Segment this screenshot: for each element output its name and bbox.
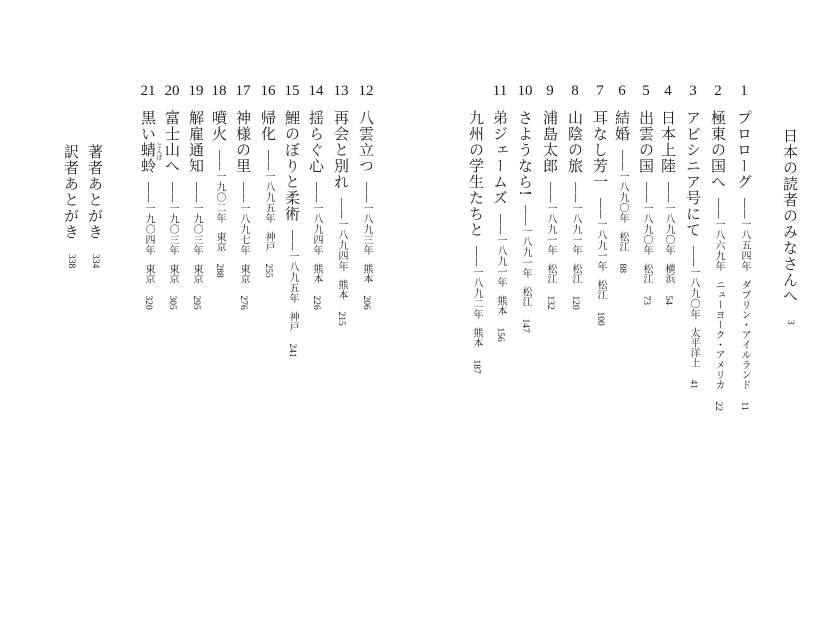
chapter-6-title: 結婚	[613, 110, 631, 142]
dash: ――	[713, 198, 724, 219]
chapter-12-title: 九州の学生たちと	[467, 110, 485, 238]
chapter-12-number: 12	[358, 83, 374, 99]
chapter-8-title: 山陰の旅	[566, 110, 584, 174]
chapter-9-number: 9	[546, 83, 554, 99]
chapter-17-place: 東京	[238, 263, 249, 284]
chapter-7-page: 100	[595, 311, 605, 326]
chapter-7-title: 耳なし芳一	[591, 110, 609, 190]
chapter-20-entry	[162, 110, 183, 310]
chapter-9-page: 132	[545, 295, 555, 310]
chapter-15-year: 一八九五年	[287, 251, 298, 304]
chapter-12-entry	[356, 110, 377, 310]
chapter-5-year: 一八九〇年	[641, 203, 652, 256]
chapter-9-year: 一八九一年	[545, 203, 556, 256]
chapter-10-number: 10	[517, 83, 533, 99]
chapter-1-year: 一八五四年	[739, 219, 750, 272]
chapter-4-title: 日本上陸	[659, 110, 677, 174]
dash: ――	[143, 182, 154, 203]
chapter-18-number: 18	[211, 83, 227, 99]
dash: ――	[570, 182, 581, 203]
chapter-21-year: 一九〇四年	[143, 203, 154, 256]
header-page: 3	[785, 320, 795, 325]
chapter-20-place: 東京	[167, 263, 178, 284]
chapter-16-entry	[258, 110, 279, 278]
chapter-18-year: 一九〇二年	[214, 171, 225, 224]
chapter-14-year: 一八九四年	[311, 203, 322, 256]
chapter-6-year: 一八九〇年	[617, 171, 628, 224]
dash: ――	[520, 205, 531, 227]
chapter-12-page: 187	[471, 359, 481, 374]
chapter-5-page: 73	[641, 295, 651, 305]
chapter-19-year: 一九〇三年	[191, 203, 202, 256]
chapter-15-place: 神戸	[287, 311, 298, 332]
dash: ――	[336, 198, 347, 219]
chapter-13-place: 熊本	[336, 279, 347, 300]
dash: ――	[663, 182, 674, 203]
chapter-21-page: 320	[143, 295, 153, 310]
chapter-3-year: 一八九〇年	[688, 267, 699, 320]
chapter-10-place: 松江	[520, 286, 531, 307]
chapter-11-title: 弟ジェームズ	[491, 110, 509, 206]
dash: ――	[361, 182, 372, 203]
chapter-13-title: 再会と別れ	[332, 110, 350, 190]
chapter-2-year: 一八六九年	[713, 219, 724, 272]
chapter-8-year: 一八九一年	[570, 203, 581, 256]
chapter-17-page: 276	[238, 295, 248, 310]
chapter-16-place: 神戸	[263, 231, 274, 252]
dash: ――	[617, 150, 628, 171]
chapter-16-number: 16	[260, 83, 276, 99]
chapter-12-place: 熊本	[361, 263, 372, 284]
chapter-7-year: 一八九一年	[595, 219, 606, 272]
chapter-7-place: 松江	[595, 279, 606, 300]
chapter-12-year: 一八九二年	[471, 267, 482, 320]
chapter-19-entry	[186, 110, 207, 310]
dash: ――	[191, 182, 202, 203]
dash: ――	[545, 182, 556, 203]
chapter-16-year: 一八九五年	[263, 171, 274, 224]
chapter-4-year: 一八九〇年	[663, 203, 674, 256]
chapter-19-place: 東京	[191, 263, 202, 284]
chapter-4-entry	[658, 110, 679, 305]
chapter-19-page: 295	[191, 295, 201, 310]
chapter-4-number: 4	[664, 83, 672, 99]
chapter-13-number: 13	[333, 83, 349, 99]
chapter-12-place: 熊本	[471, 327, 482, 348]
chapter-6-entry	[612, 110, 633, 273]
toc-header	[780, 128, 801, 325]
chapter-12-entry	[466, 110, 487, 374]
chapter-1-page: 11	[739, 401, 749, 411]
chapter-15-title: 鯉のぼりと柔術	[283, 110, 301, 222]
dash: ――	[641, 182, 652, 203]
header-title: 日本の読者のみなさんへ	[781, 128, 799, 304]
dash: ――	[238, 182, 249, 203]
chapter-21-title: 黒い蜻蛉	[139, 110, 157, 174]
chapter-6-number: 6	[618, 83, 626, 99]
chapter-16-title: 帰化	[259, 110, 277, 142]
chapter-3-page: 41	[688, 379, 698, 389]
chapter-13-year: 一八九四年	[336, 219, 347, 272]
chapter-6-place: 松江	[617, 231, 628, 252]
chapter-14-place: 熊本	[311, 263, 322, 284]
chapter-2-page: 22	[713, 401, 723, 411]
chapter-2-place: ニューヨーク・アメリカ	[713, 279, 724, 390]
dash: ――	[471, 246, 482, 267]
chapter-7-number: 7	[596, 83, 604, 99]
chapter-11-page: 156	[495, 327, 505, 342]
afterword-page: 338	[66, 254, 76, 269]
chapter-17-entry	[233, 110, 254, 310]
chapter-12-year: 一八九三年	[361, 203, 372, 256]
chapter-3-number: 3	[689, 83, 697, 99]
chapter-21-entry	[138, 110, 159, 310]
chapter-10-year: 一八九一年	[520, 226, 531, 279]
chapter-14-number: 14	[308, 83, 324, 99]
chapter-17-year: 一八九七年	[238, 203, 249, 256]
chapter-4-place: 横浜	[663, 263, 674, 284]
chapter-9-entry	[540, 110, 561, 310]
afterword-title: 著者あとがき	[86, 144, 104, 240]
chapter-7-entry	[590, 110, 611, 326]
chapter-18-page: 288	[214, 263, 224, 278]
chapter-2-number: 2	[714, 83, 722, 99]
dash: ――	[214, 150, 225, 171]
chapter-14-title: 揺らぐ心	[307, 110, 325, 174]
chapter-1-place: ダブリン・アイルランド	[739, 279, 750, 390]
chapter-12-page: 206	[361, 295, 371, 310]
chapter-20-number: 20	[164, 83, 180, 99]
chapter-20-title: 富士山へ	[163, 110, 181, 174]
chapter-11-year: 一八九一年	[495, 235, 506, 288]
chapter-19-title: 解雇通知	[187, 110, 205, 174]
chapter-2-entry	[708, 110, 729, 411]
chapter-17-title: 神様の里	[234, 110, 252, 174]
chapter-12-title: 八雲立つ	[357, 110, 375, 174]
furigana: とんぼ	[155, 142, 162, 160]
chapter-14-entry	[306, 110, 327, 310]
chapter-5-number: 5	[642, 83, 650, 99]
dash: ――	[311, 182, 322, 203]
dash: ――	[167, 182, 178, 203]
chapter-10-title: さようなら!	[516, 110, 534, 198]
chapter-21-number: 21	[140, 83, 156, 99]
chapter-15-number: 15	[284, 83, 300, 99]
chapter-10-entry	[515, 110, 536, 333]
chapter-13-page: 215	[336, 311, 346, 326]
chapter-18-place: 東京	[214, 231, 225, 252]
chapter-3-title: アビシニア号にて	[684, 110, 702, 238]
chapter-15-page: 241	[287, 343, 297, 358]
dash: ――	[739, 198, 750, 219]
afterword-page: 334	[90, 254, 100, 269]
chapter-5-entry	[636, 110, 657, 305]
chapter-20-year: 一九〇三年	[167, 203, 178, 256]
chapter-5-title: 出雲の国	[637, 110, 655, 174]
chapter-11-entry	[490, 110, 511, 342]
chapter-20-page: 305	[167, 295, 177, 310]
chapter-6-page: 88	[617, 263, 627, 273]
dash: ――	[595, 198, 606, 219]
chapter-21-place: 東京	[143, 263, 154, 284]
chapter-14-page: 226	[311, 295, 321, 310]
dash: ――	[263, 150, 274, 171]
chapter-8-place: 松江	[570, 263, 581, 284]
dash: ――	[688, 246, 699, 267]
dash: ――	[287, 230, 298, 251]
chapter-8-entry	[565, 110, 586, 310]
chapter-13-entry	[331, 110, 352, 326]
afterword-entry	[61, 144, 82, 268]
chapter-10-page: 147	[520, 318, 530, 333]
afterword-entry	[85, 144, 106, 268]
chapter-2-title: 極東の国へ	[709, 110, 727, 190]
chapter-16-page: 255	[263, 263, 273, 278]
chapter-1-entry	[734, 110, 755, 411]
chapter-15-entry	[282, 110, 303, 358]
chapter-1-number: 1	[740, 83, 748, 99]
chapter-17-number: 17	[235, 83, 251, 99]
chapter-19-number: 19	[188, 83, 204, 99]
chapter-3-place: 太平洋上	[688, 327, 699, 368]
chapter-8-page: 120	[570, 295, 580, 310]
chapter-5-place: 松江	[641, 263, 652, 284]
chapter-8-number: 8	[571, 83, 579, 99]
chapter-11-number: 11	[492, 83, 508, 99]
chapter-18-entry	[209, 110, 230, 278]
chapter-3-entry	[683, 110, 704, 389]
chapter-11-place: 熊本	[495, 295, 506, 316]
chapter-18-title: 噴火	[210, 110, 228, 142]
afterword-title: 訳者あとがき	[62, 144, 80, 240]
chapter-4-page: 54	[663, 295, 673, 305]
chapter-9-place: 松江	[545, 263, 556, 284]
dash: ――	[495, 214, 506, 235]
chapter-1-title: プロローグ	[735, 110, 753, 190]
chapter-9-title: 浦島太郎	[541, 110, 559, 174]
